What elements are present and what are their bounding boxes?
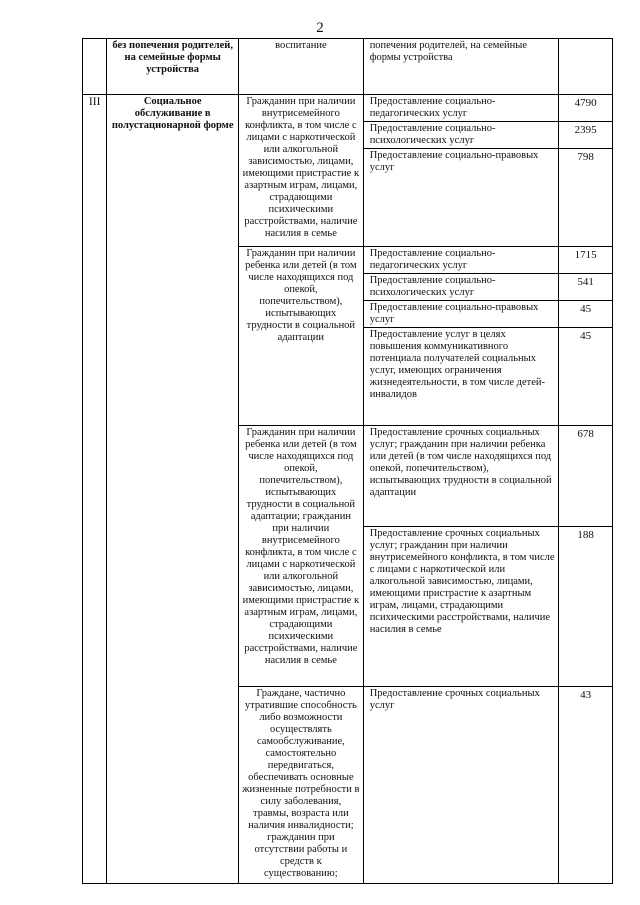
service-cell: Предоставление социально-психологических услуг bbox=[363, 122, 559, 149]
amount-cell: 188 bbox=[559, 527, 613, 687]
amount-cell: 45 bbox=[559, 301, 613, 328]
amount-cell: 45 bbox=[559, 328, 613, 426]
service-cell: Предоставление социально-психологических услуг bbox=[363, 274, 559, 301]
amount-cell: 4790 bbox=[559, 95, 613, 122]
service-cell: Предоставление срочных социальных услуг bbox=[363, 687, 559, 884]
amount-cell: 2395 bbox=[559, 122, 613, 149]
section-number-cell: III bbox=[83, 95, 107, 884]
service-cell: Предоставление социально-правовых услуг bbox=[363, 149, 559, 247]
amount-cell: 541 bbox=[559, 274, 613, 301]
service-cell: Предоставление социально-педагогических услуг bbox=[363, 95, 559, 122]
row-number-cell bbox=[83, 39, 107, 95]
category-cell: Граждане, частично утратившие способность либо возможности осуществлять самообслуживание, самостоятельно передвигаться, обеспечивать основные жизненные потребности в силу заболевания, травмы, возраста или наличия инвалидности; гражданин при отсутствии работы и средств к существованию; bbox=[239, 687, 364, 884]
amount-cell: 43 bbox=[559, 687, 613, 884]
amount-cell: 798 bbox=[559, 149, 613, 247]
category-cell: Гражданин при наличии внутрисемейного конфликта, в том числе с лицами с наркотической или алкогольной зависимостью, лицами, имеющими пристрастие к азартным играм, лицами, страдающими психическими расстройствами, наличие насилия в семье bbox=[239, 95, 364, 247]
service-form-cell: без попечения родителей, на семейные формы устройства bbox=[107, 39, 239, 95]
amount-cell bbox=[559, 39, 613, 95]
category-cell: Гражданин при наличии ребенка или детей (в том числе находящихся под опекой, попечительством), испытывающих трудности в социальной адаптации; гражданин при наличии внутрисемейного конфликта, в том числе с лицами с наркотической или алкогольной зависимостью, лицами, имеющими пристрастие к азартным играм, лицами, страдающими психическими расстройствами, наличие насилия в семье bbox=[239, 426, 364, 687]
page-number: 2 bbox=[316, 20, 324, 36]
table-row bbox=[83, 39, 613, 95]
service-cell: Предоставление услуг в целях повышения коммуникативного потенциала получателей социальных услуг, имеющих ограничения жизнедеятельности, в том числе детей-инвалидов bbox=[363, 328, 559, 426]
amount-cell: 1715 bbox=[559, 247, 613, 274]
service-cell: Предоставление срочных социальных услуг; гражданин при наличии ребенка или детей (в том числе находящихся под опекой, попечительством), испытывающих трудности в социальной адаптации bbox=[363, 426, 559, 527]
service-cell: Предоставление срочных социальных услуг; гражданин при наличии внутрисемейного конфликта, в том числе с лицами с наркотической или алкогольной зависимостью, лицами, имеющими пристрастие к азартным играм, лицами, страдающими психическими расстройствами, наличие насилия в семье bbox=[363, 527, 559, 687]
amount-cell: 678 bbox=[559, 426, 613, 527]
table-row bbox=[83, 95, 613, 122]
category-cell: воспитание bbox=[239, 39, 364, 95]
category-cell: Гражданин при наличии ребенка или детей (в том числе находящихся под опекой, попечительством), испытывающих трудности в социальной адаптации bbox=[239, 247, 364, 426]
services-table bbox=[82, 38, 613, 884]
service-cell: Предоставление социально-педагогических услуг bbox=[363, 247, 559, 274]
service-cell: попечения родителей, на семейные формы устройства bbox=[363, 39, 559, 95]
service-form-cell: Социальное обслуживание в полустационарной форме bbox=[107, 95, 239, 884]
service-cell: Предоставление социально-правовых услуг bbox=[363, 301, 559, 328]
